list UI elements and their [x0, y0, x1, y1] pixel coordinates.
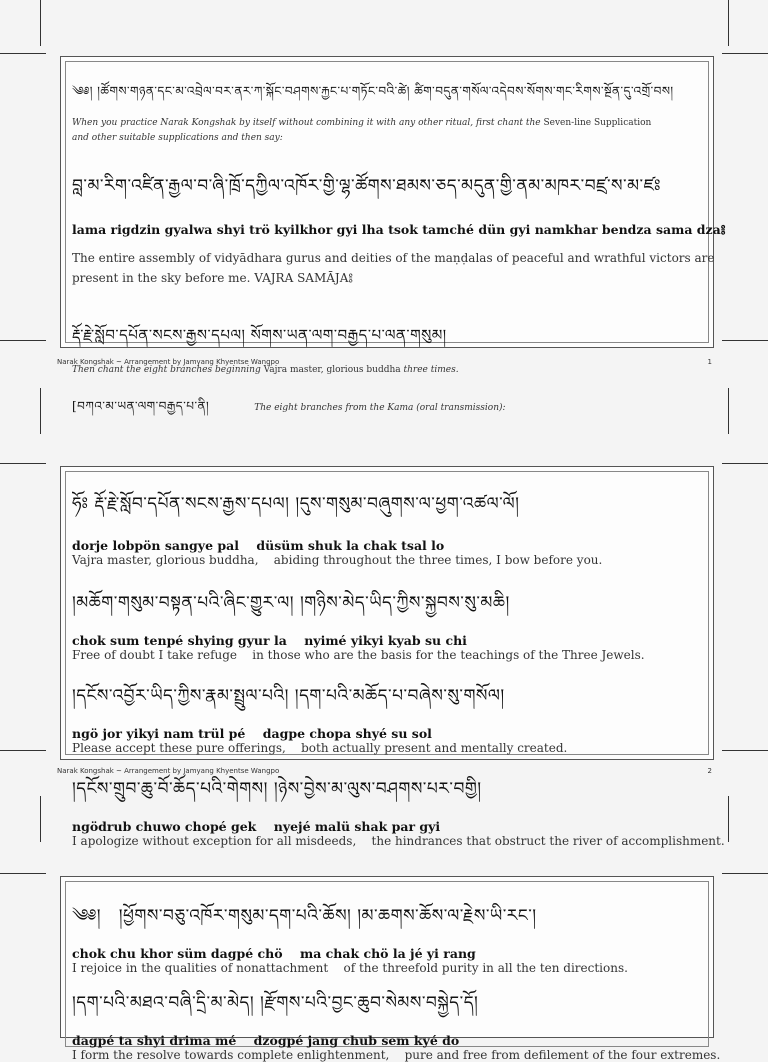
eight-instr-1: Then chant the eight branches beginning [72, 365, 264, 375]
kama-row [72, 393, 700, 427]
verse-translation: Please accept these pure offerings, both actually present and mentally created. [72, 741, 568, 755]
verse-phonetic: chok sum tenpé shying gyur la nyimé yikyi kyab su chi [72, 633, 467, 648]
verse-translation-line-2: present in the sky before me. VAJRA SAMĀJA༔ [72, 271, 353, 285]
page-1-footer [57, 358, 712, 366]
crop-mark [722, 340, 768, 341]
page-1-content [72, 78, 726, 427]
crop-mark [722, 873, 768, 874]
verse-tibetan: །དངོས་གྲུབ་ཆུ་བོ་ཆོད་པའི་གེགས། །ཉེས་བྱེས་མ་ལུས་བཤགས་པར་བགྱི། [72, 779, 482, 799]
crop-mark [0, 463, 46, 464]
crop-mark [728, 388, 729, 434]
crop-mark [0, 873, 46, 874]
intro-text-upright: Seven-line Supplication [543, 118, 652, 128]
verse-phonetic: dagpé ta shyi drima mé dzogpé jang chub sem kyé do [72, 1033, 460, 1048]
crop-mark [728, 796, 729, 842]
crop-mark [722, 750, 768, 751]
verse-phonetic: dorje lobpön sangye pal düsüm shuk la chak tsal lo [72, 538, 445, 553]
kama-instruction: The eight branches from the Kama (oral transmission): [254, 403, 506, 413]
verse-translation: Free of doubt I take refuge in those who are the basis for the teachings of the Three Jewels. [72, 648, 645, 662]
eight-instr-upright: Vajra master, glorious buddha [263, 365, 401, 375]
page-number: 1 [707, 358, 712, 366]
page-2-footer [57, 767, 712, 775]
page-number: 2 [707, 767, 712, 775]
crop-mark [40, 388, 41, 434]
footer-text: Narak Kongshak ~ Arrangement by Jamyang Khyentse Wangpo [57, 767, 280, 775]
verse-block [72, 676, 700, 755]
verse-translation: I apologize without exception for all misdeeds, the hindrances that obstruct the river of accomplishment. [72, 834, 725, 848]
verse-translation-line-1: The entire assembly of vidyādhara gurus and deities of the maṇḍalas of peaceful and wrathful victors are [72, 251, 715, 265]
footer-text: Narak Kongshak ~ Arrangement by Jamyang Khyentse Wangpo [57, 358, 280, 366]
page-3-content [72, 896, 721, 1062]
crop-mark [40, 796, 41, 842]
verse-block [72, 769, 725, 848]
verse-block [72, 484, 700, 567]
verse-translation: I form the resolve towards complete enlightenment, pure and free from defilement of the four extremes. [72, 1048, 721, 1062]
verse-block [72, 983, 721, 1062]
eight-branches-tibetan: རྡོ་རྗེ་སློབ་དཔོན་སངས་རྒྱས་དཔལ། སོགས་ཡན་ལག་བརྒྱད་པ་ལན་གསུམ། [72, 326, 447, 344]
verse-tibetan: ཧོཿ རྡོ་རྗེ་སློབ་དཔོན་སངས་རྒྱས་དཔལ། །དུས་གསུམ་བཞུགས་ལ་ཕྱག་འཚལ་ལོ། [72, 494, 520, 514]
crop-mark [722, 53, 768, 54]
verse-phonetic: ngö jor yikyi nam trül pé dagpe chopa shyé su sol [72, 726, 432, 741]
verse-phonetic: ngödrub chuwo chopé gek nyejé malü shak par gyi [72, 819, 441, 834]
verse-phonetic: chok chu khor süm dagpé chö ma chak chö la jé yi rang [72, 946, 476, 961]
intro-text-1: When you practice Narak Kongshak by itself without combining it with any other ritual, first chant the [72, 118, 544, 128]
verse-translation: Vajra master, glorious buddha, abiding throughout the three times, I bow before you. [72, 553, 603, 567]
verse-phonetic: lama rigdzin gyalwa shyi trö kyilkhor gyi lha tsok tamché dün gyi namkhar bendza sama dza༔ [72, 222, 726, 237]
verse-tibetan: །མཆོག་གསུམ་བསྟན་པའི་ཞིང་གྱུར་ལ། །གཉིས་མེད་ཡིད་ཀྱིས་སྐྱབས་སུ་མཆི། [72, 593, 510, 613]
crop-mark [0, 340, 46, 341]
crop-mark [0, 750, 46, 751]
verse-tibetan: ༄༅། །ཕྱོགས་བཅུ་འཁོར་གསུམ་དག་པའི་ཆོས། །མ་ཆགས་ཆོས་ལ་རྗེས་ཡི་རང་། [72, 906, 537, 926]
intro-instruction [72, 116, 702, 146]
eight-instr-2: three times. [400, 365, 459, 375]
page-2-content [72, 484, 725, 848]
crop-mark [722, 463, 768, 464]
eight-branches-instruction [72, 365, 700, 375]
intro-text-2: and other suitable supplications and then say: [72, 133, 283, 143]
verse-block [72, 583, 700, 662]
intro-tibetan: ༄༅། །ཚོགས་གཉན་དང་མ་འབྲེལ་བར་ནར་ཀ་སྐོང་བཤགས་རྐྱང་པ་གཏོང་བའི་ཚེ། ཚིག་བདུན་གསོལ་འདེབས་སོགས་གང་རིགས་སྔོན་དུ་འགྲོ་བས། [72, 84, 674, 98]
verse-tibetan: བླ་མ་རིག་འཛིན་རྒྱལ་བ་ཞི་ཁྲོ་དཀྱིལ་འཁོར་གྱི་ལྷ་ཚོགས་ཐམས་ཅད་མདུན་གྱི་ནམ་མཁར་བཛྲ་ས་མ་ཛཿ [72, 176, 661, 196]
verse-tibetan: །དངོས་འབྱོར་ཡིད་ཀྱིས་རྣམ་སྤྲུལ་པའི། །དག་པའི་མཆོད་པ་བཞེས་སུ་གསོལ། [72, 686, 505, 706]
verse-translation: I rejoice in the qualities of nonattachment of the threefold purity in all the ten directions. [72, 961, 628, 975]
crop-mark [0, 53, 46, 54]
crop-mark [40, 0, 41, 46]
verse-block [72, 896, 700, 975]
kama-tibetan: [བཀའ་མ་ཡན་ལག་བརྒྱད་པ་ནི། [72, 399, 210, 413]
verse-tibetan: །དག་པའི་མཐའ་བཞི་དྲི་མ་མེད། །རྫོགས་པའི་བྱང་ཆུབ་སེམས་བསྐྱེད་དོ། [72, 993, 479, 1013]
crop-mark [728, 0, 729, 46]
